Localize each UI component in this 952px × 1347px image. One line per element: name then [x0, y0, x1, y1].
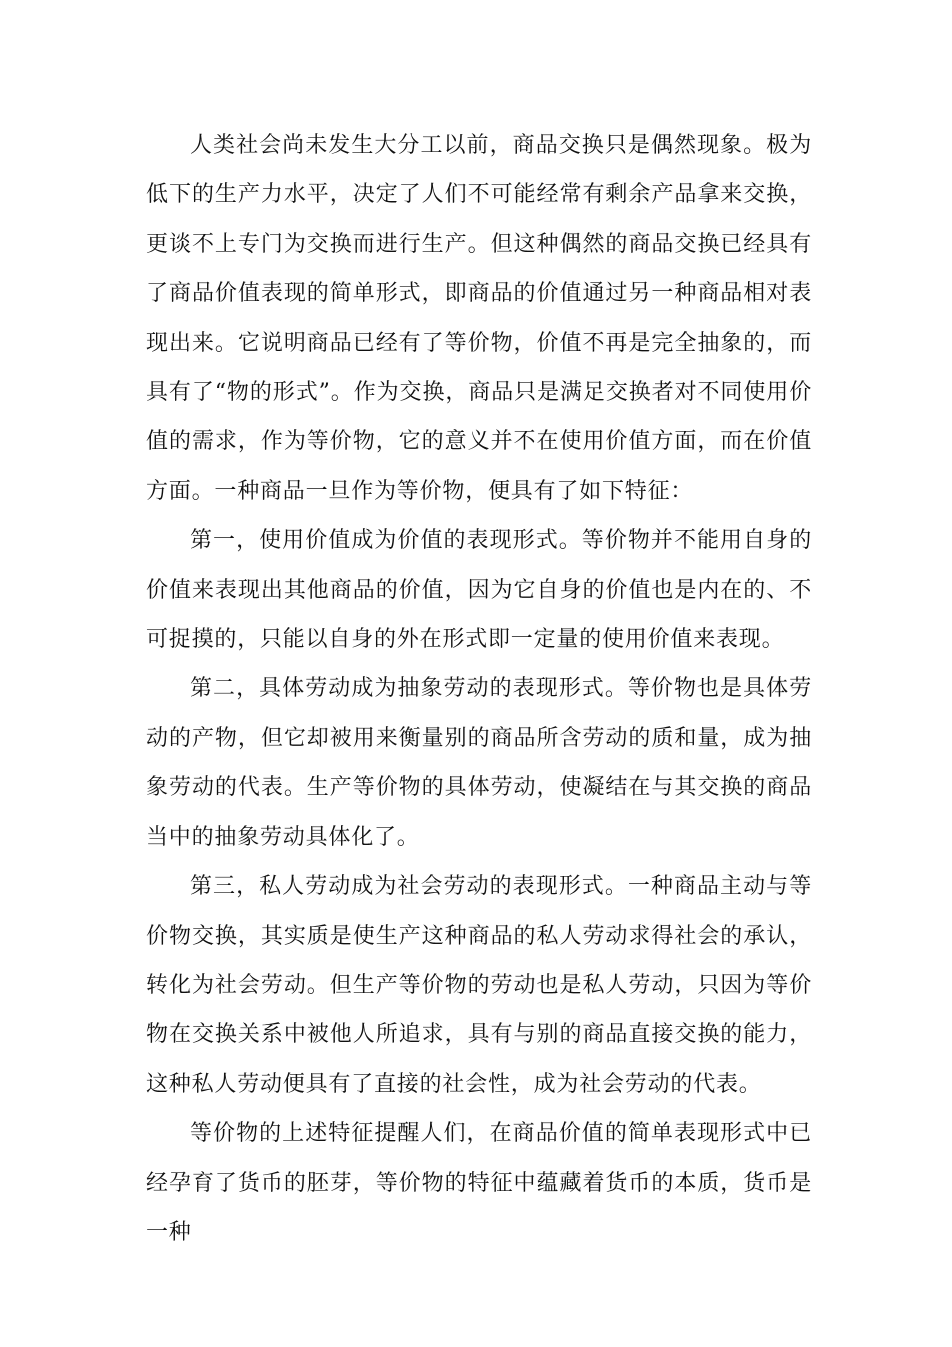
paragraph-3: 第二，具体劳动成为抽象劳动的表现形式。等价物也是具体劳动的产物，但它却被用来衡量别的商品所含劳动的质和量，成为抽象劳动的代表。生产等价物的具体劳动，使凝结在与其交换的商品当中的抽象劳动具体化了。	[146, 676, 812, 850]
document-page	[146, 121, 812, 1257]
paragraph-2: 第一，使用价值成为价值的表现形式。等价物并不能用自身的价值来表现出其他商品的价值，因为它自身的价值也是内在的、不可捉摸的，只能以自身的外在形式即一定量的使用价值来表现。	[146, 528, 812, 653]
paragraph-1: 人类社会尚未发生大分工以前，商品交换只是偶然现象。极为低下的生产力水平，决定了人们不可能经常有剩余产品拿来交换，更谈不上专门为交换而进行生产。但这种偶然的商品交换已经具有了商品价值表现的简单形式，即商品的价值通过另一种商品相对表现出来。它说明商品已经有了等价物，价值不再是完全抽象的，而具有了“物的形式”。作为交换，商品只是满足交换者对不同使用价值的需求，作为等价物，它的意义并不在使用价值方面，而在价值方面。一种商品一旦作为等价物，便具有了如下特征：	[146, 133, 812, 504]
paragraph-5: 等价物的上述特征提醒人们，在商品价值的简单表现形式中已经孕育了货币的胚芽，等价物的特征中蕴藏着货币的本质，货币是一种	[146, 1121, 812, 1245]
paragraph-4: 第三，私人劳动成为社会劳动的表现形式。一种商品主动与等价物交换，其实质是使生产这种商品的私人劳动求得社会的承认，转化为社会劳动。但生产等价物的劳动也是私人劳动，只因为等价物在交换关系中被他人所追求，具有与别的商品直接交换的能力，这种私人劳动便具有了直接的社会性，成为社会劳动的代表。	[146, 874, 812, 1097]
